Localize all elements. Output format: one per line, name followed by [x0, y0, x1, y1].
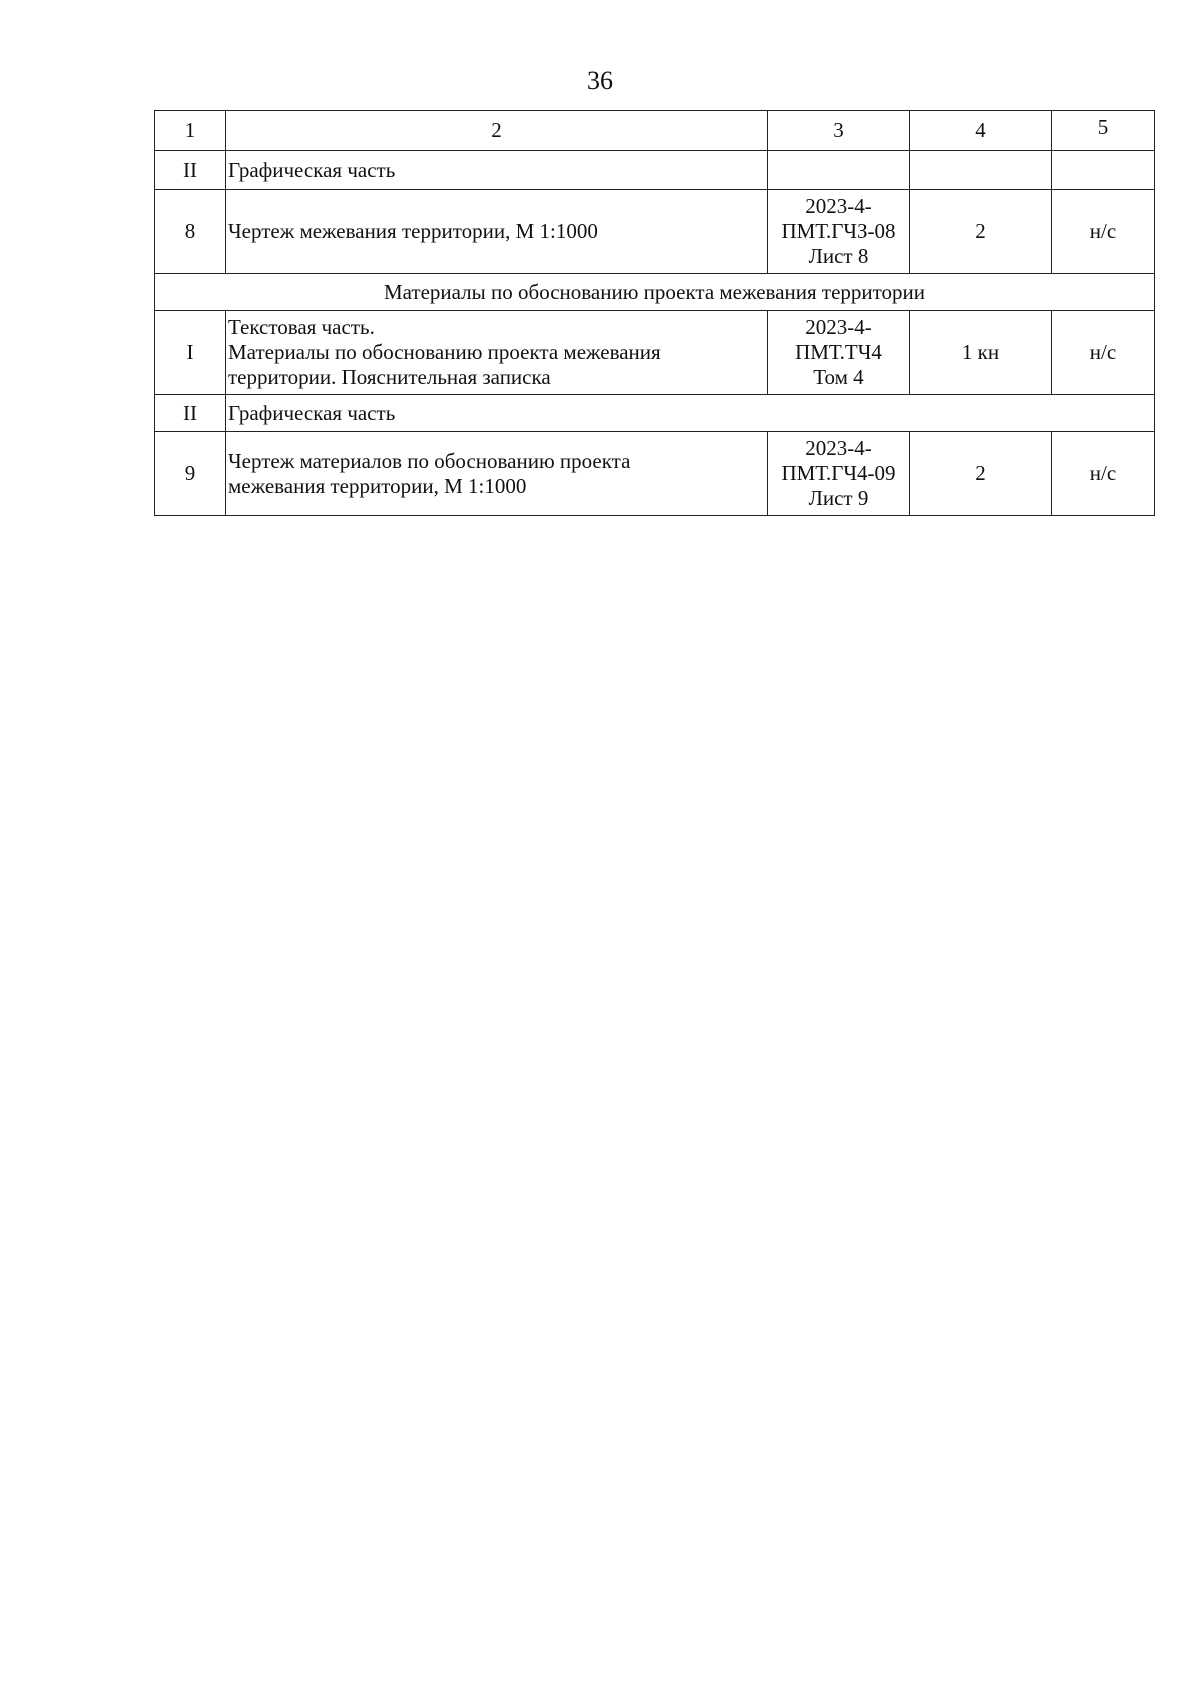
row-name: Текстовая часть. Материалы по обоснованию проекта межевания территории. Пояснительная записка — [226, 311, 768, 395]
row-name: Графическая часть — [226, 151, 768, 190]
row-number: II — [155, 151, 226, 190]
table-row — [155, 311, 1155, 395]
row-code — [768, 151, 910, 190]
row-number: I — [155, 311, 226, 395]
row-quantity: 1 кн — [910, 311, 1052, 395]
header-cell-3: 3 — [768, 111, 910, 151]
header-cell-1: 1 — [155, 111, 226, 151]
header-cell-4: 4 — [910, 111, 1052, 151]
table-row — [155, 190, 1155, 274]
row-code: 2023-4- ПМТ.ТЧ4 Том 4 — [768, 311, 910, 395]
documents-table — [154, 110, 1155, 516]
row-quantity: 2 — [910, 432, 1052, 516]
row-note: н/с — [1052, 190, 1155, 274]
row-code: 2023-4- ПМТ.ГЧЗ-08 Лист 8 — [768, 190, 910, 274]
header-cell-5: 5 — [1052, 111, 1155, 151]
row-number: II — [155, 395, 226, 432]
row-note — [1052, 151, 1155, 190]
table-header-row — [155, 111, 1155, 151]
table-row — [155, 151, 1155, 190]
row-name: Чертеж материалов по обоснованию проекта межевания территории, М 1:1000 — [226, 432, 768, 516]
page-number: 36 — [587, 66, 613, 95]
table-row — [155, 432, 1155, 516]
row-name: Чертеж межевания территории, М 1:1000 — [226, 190, 768, 274]
row-quantity: 2 — [910, 190, 1052, 274]
row-number: 9 — [155, 432, 226, 516]
table-section-row — [155, 274, 1155, 311]
row-quantity — [910, 151, 1052, 190]
table-row — [155, 395, 1155, 432]
header-cell-2: 2 — [226, 111, 768, 151]
row-code: 2023-4- ПМТ.ГЧ4-09 Лист 9 — [768, 432, 910, 516]
row-number: 8 — [155, 190, 226, 274]
row-note: н/с — [1052, 432, 1155, 516]
section-title: Материалы по обоснованию проекта межевания территории — [155, 274, 1155, 311]
row-name: Графическая часть — [226, 395, 1155, 432]
row-note: н/с — [1052, 311, 1155, 395]
